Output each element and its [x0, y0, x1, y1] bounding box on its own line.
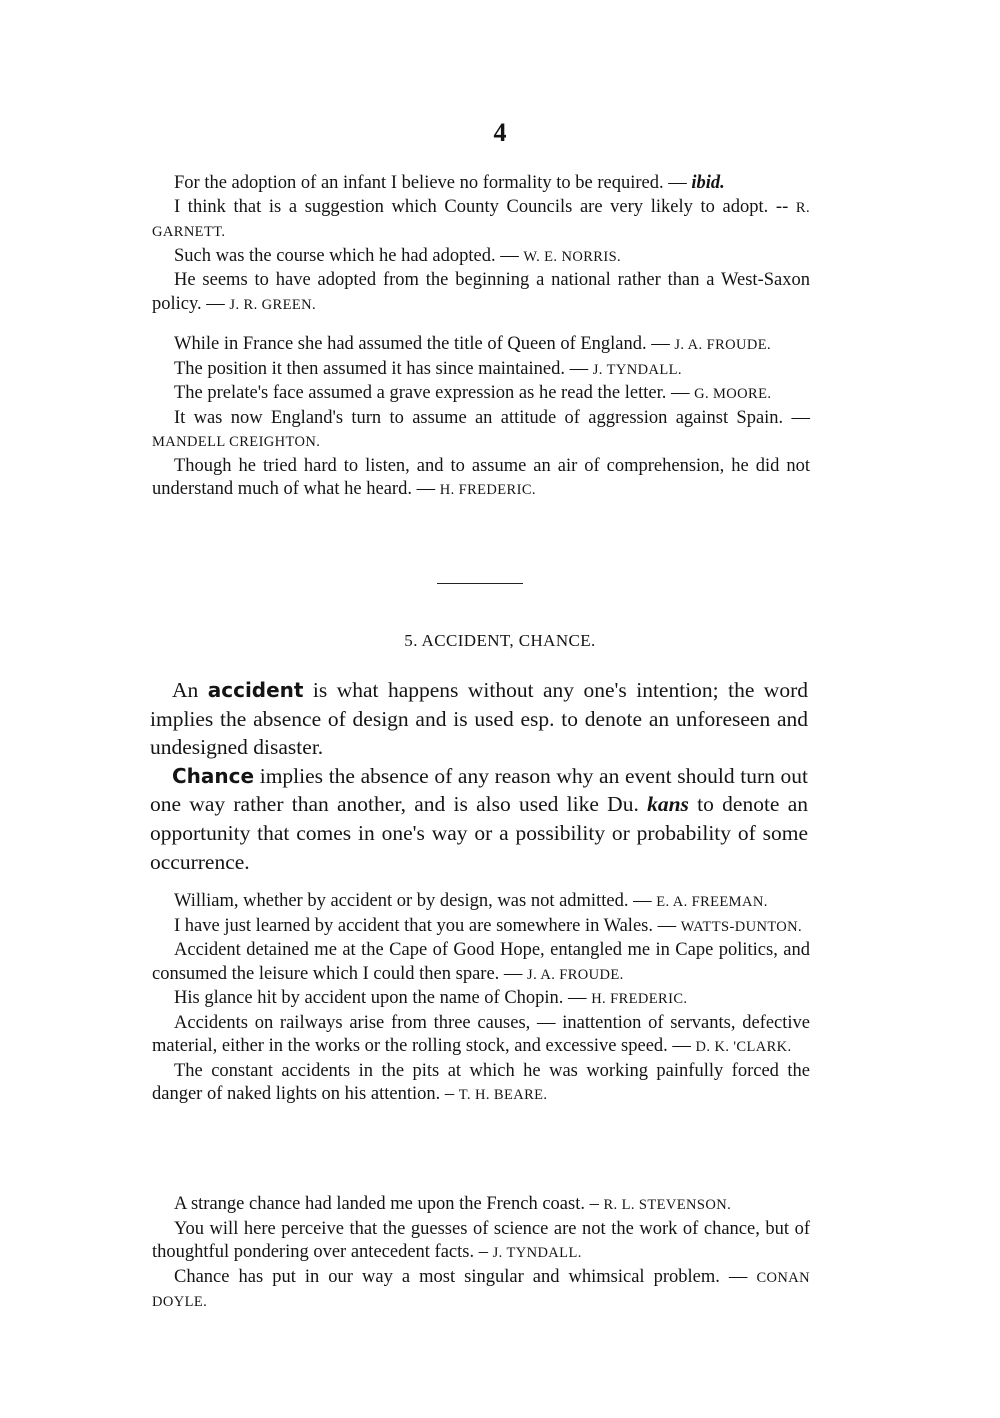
quote-source: E. A. FREEMAN. — [656, 894, 768, 910]
quote-source: J. TYNDALL. — [492, 1245, 582, 1261]
quote-source: R. L. STEVENSON. — [603, 1197, 732, 1213]
quote: The position it then assumed it has since maintained. — J. TYNDALL. — [174, 358, 682, 379]
foreign-word: kans — [647, 792, 689, 817]
quote: Chance has put in our way a most singular and whimsical problem. — CONAN DOYLE. — [152, 1266, 810, 1310]
quote-source: J. A. FROUDE. — [674, 337, 772, 353]
quote: While in France she had assumed the title of Queen of England. — J. A. FROUDE. — [174, 334, 772, 354]
quote: He seems to have adopted from the beginning a national rather than a West-Saxon policy. — J. R. GREEN. — [152, 270, 810, 314]
quote-source: J. TYNDALL. — [592, 361, 682, 378]
quote: Accident detained me at the Cape of Good Hope, entangled me in Cape politics, and consumed the leisure which I could then spare. — J. A. FROUDE. — [152, 940, 810, 984]
quote-source: CONAN DOYLE. — [152, 1269, 810, 1310]
quote-source: MANDELL CREIGHTON. — [152, 434, 321, 450]
quote-source: H. FREDERIC. — [439, 482, 536, 498]
quote-source: ibid. — [691, 173, 725, 193]
page-number: 4 — [493, 118, 507, 147]
quote: His glance hit by accident upon the name of Chopin. — H. FREDERIC. — [174, 988, 688, 1008]
quote-source: J. A. FROUDE. — [527, 966, 624, 983]
quote: You will here perceive that the guesses of science are not the work of chance, but of thoughtful pondering over antecedent facts. – J. TYNDALL. — [152, 1218, 810, 1262]
section-divider — [437, 583, 523, 584]
quote: Such was the course which he had adopted. — W. E. NORRIS. — [174, 245, 622, 266]
quote-source: R. GARNETT. — [152, 199, 810, 240]
quote-source: D. K. 'CLARK. — [695, 1039, 792, 1055]
quote-source: T. H. BEARE. — [458, 1087, 548, 1103]
quote-source: G. MOORE. — [694, 386, 772, 402]
assume-quotes — [152, 333, 810, 503]
quote: It was now England's turn to assume an attitude of aggression against Spain. — MANDELL CREIGHTON. — [152, 407, 810, 450]
quote-source: H. FREDERIC. — [591, 991, 688, 1007]
quote: The constant accidents in the pits at which he was working painfully forced the danger of naked lights on his attention. – T. H. BEARE. — [152, 1060, 810, 1104]
quote: Though he tried hard to listen, and to assume an air of comprehension, he did not understand much of what he heard. — H. FREDERIC. — [152, 455, 810, 499]
definition-accident: An accident is what happens without any one's intention; the word implies the absence of design and is used esp. to denote an unforeseen and undesigned disaster. — [150, 678, 808, 760]
quote: For the adoption of an infant I believe no formality to be required. — ibid. — [174, 173, 725, 193]
term-accident: accident — [207, 678, 304, 702]
quote: Accidents on railways arise from three causes, — inattention of servants, defective material, either in the works or the rolling stock, and excessive speed. — D. K. 'CLARK. — [152, 1012, 810, 1056]
quote-source: J. R. GREEN. — [229, 296, 316, 313]
quote: I have just learned by accident that you are somewhere in Wales. — WATTS-DUNTON. — [174, 915, 803, 936]
chance-quotes — [152, 1193, 810, 1315]
term-chance: Chance — [172, 763, 255, 788]
definition-chance: Chance implies the absence of any reason why an event should turn out one way rather than another, and is also used like Du. kans to denote an opportunity that comes in one's way or a possibility or probability of some occurrence. — [150, 763, 809, 874]
quote: I think that is a suggestion which County Councils are very likely to adopt. -- R. GARNETT. — [152, 196, 810, 240]
accident-quotes — [152, 890, 810, 1108]
section-heading: 5. ACCIDENT, CHANCE. — [404, 631, 596, 650]
quote: The prelate's face assumed a grave expression as he read the letter. — G. MOORE. — [174, 383, 772, 403]
quote-source: W. E. NORRIS. — [523, 248, 622, 265]
quote-source: WATTS-DUNTON. — [680, 918, 803, 935]
definitions — [150, 676, 808, 876]
adopt-quotes — [152, 172, 810, 317]
quote: William, whether by accident or by design, was not admitted. — E. A. FREEMAN. — [174, 891, 768, 911]
quote: A strange chance had landed me upon the French coast. – R. L. STEVENSON. — [174, 1194, 732, 1214]
